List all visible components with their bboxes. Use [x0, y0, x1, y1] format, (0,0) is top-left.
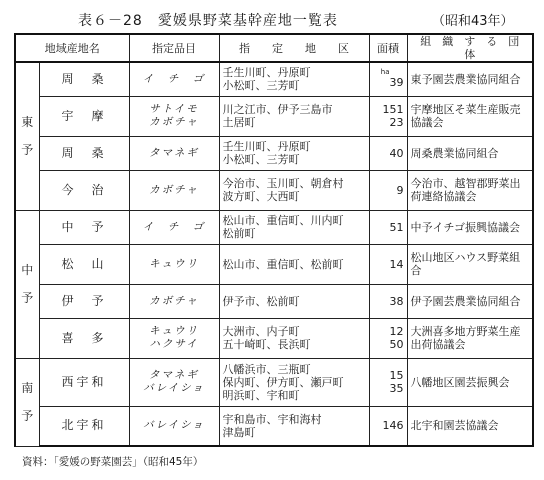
item-cell [129, 318, 219, 358]
org-line: 協議会 [410, 116, 444, 129]
area-cell [369, 62, 407, 96]
org-line: 周桑農業協同組合 [410, 146, 499, 160]
region-district-cell [219, 210, 369, 244]
table-title: 表６－28 愛媛県野菜基幹産地一覧表 [78, 13, 338, 29]
prefecture-cell: 周 桑 [39, 136, 129, 170]
org-line: 東予園芸農業協同組合 [410, 72, 521, 86]
area-value: 38 [389, 294, 404, 308]
table-row [15, 244, 533, 284]
region-char: 中 [21, 263, 34, 277]
org-line: 今治市、越智郡野菜出 [410, 177, 521, 190]
region-char: 予 [21, 143, 34, 158]
item-cell [129, 136, 219, 170]
item-cell [129, 210, 219, 244]
district-line: 宇和島市、宇和海村 [222, 412, 322, 426]
area-value: 50 [389, 338, 404, 351]
prefecture-cell: 西宇和 [39, 358, 129, 406]
area-cell [369, 318, 407, 358]
district-line: 今治市、玉川町、朝倉村 [222, 177, 344, 190]
region-char: 東 [21, 115, 34, 130]
district-line: 保内町、伊方町、瀬戸町 [222, 375, 344, 389]
area-value: 15 [389, 369, 404, 382]
org-cell [407, 96, 533, 136]
table-row [15, 170, 533, 210]
region-district-cell [219, 284, 369, 318]
item-line: バレイショ [143, 382, 205, 394]
district-line: 小松町、三芳町 [222, 79, 300, 93]
org-line: 北宇和園芸協議会 [410, 419, 499, 433]
prefecture-cell: 伊 予 [39, 284, 129, 318]
prefecture-cell: 周 桑 [39, 62, 129, 96]
header-item: 指定品目 [129, 34, 219, 62]
region-cell [15, 210, 39, 358]
region-district-cell [219, 406, 369, 446]
region-char: 予 [21, 291, 34, 305]
unit-label: ha [380, 68, 390, 77]
header-row [15, 34, 533, 62]
region-district-cell [219, 62, 369, 96]
org-line: 八幡地区園芸振興会 [410, 375, 510, 389]
area-value: 12 [389, 325, 404, 338]
item-cell [129, 406, 219, 446]
area-value: 23 [389, 116, 404, 129]
region-district-cell [219, 136, 369, 170]
table-row [15, 406, 533, 446]
district-line: 松前町 [222, 227, 256, 240]
item-line: カボチャ [149, 294, 199, 307]
region-district-cell [219, 170, 369, 210]
region-district-cell [219, 96, 369, 136]
item-line: ハクサイ [149, 338, 199, 350]
item-line: キュウリ [149, 325, 199, 337]
district-line: 松山市、重信町、松前町 [222, 257, 344, 271]
district-line: 川之江市、伊予三島市 [222, 103, 333, 116]
item-line: タマネギ [149, 146, 199, 159]
item-line: キュウリ [149, 257, 199, 270]
prefecture-cell: 松 山 [39, 244, 129, 284]
area-cell [369, 96, 407, 136]
item-line: イ チ ゴ [142, 220, 206, 233]
district-line: 八幡浜市、三瓶町 [222, 362, 311, 376]
prefecture-cell: 喜 多 [39, 318, 129, 358]
org-line: 出荷協議会 [410, 338, 466, 351]
table-row [15, 318, 533, 358]
org-cell [407, 210, 533, 244]
org-cell [407, 244, 533, 284]
org-cell [407, 284, 533, 318]
region-district-cell [219, 358, 369, 406]
item-cell [129, 96, 219, 136]
district-line: 壬生川町、丹原町 [222, 66, 311, 80]
area-value: 9 [396, 183, 404, 197]
org-line: 伊予園芸農業協同組合 [410, 294, 521, 308]
org-line: 荷連絡協議会 [410, 190, 477, 203]
area-value: 39 [389, 76, 404, 90]
area-value: 35 [389, 382, 404, 395]
org-line: 松山地区ハウス野菜組 [410, 251, 521, 264]
source-note: 資料：「愛媛の野菜園芸」（昭和45年） [22, 456, 204, 468]
header-region: 指 定 地 区 [219, 34, 369, 62]
org-cell [407, 62, 533, 96]
area-cell [369, 136, 407, 170]
org-line: 大洲喜多地方野菜生産 [410, 325, 521, 338]
district-line: 小松町、三芳町 [222, 153, 300, 166]
org-cell [407, 406, 533, 446]
table-row [15, 96, 533, 136]
area-cell [369, 244, 407, 284]
item-line: イ チ ゴ [142, 72, 206, 85]
district-line: 津島町 [222, 425, 256, 439]
org-line: 合 [410, 264, 422, 277]
district-line: 明浜町、宇和町 [222, 388, 300, 402]
table-row [15, 210, 533, 244]
district-line: 伊予市、松前町 [222, 294, 300, 308]
region-cell [15, 358, 39, 446]
area-value: 51 [389, 220, 404, 234]
region-char: 南 [21, 381, 34, 395]
org-cell [407, 136, 533, 170]
area-cell [369, 170, 407, 210]
org-line: 中予イチゴ振興協議会 [410, 220, 521, 234]
header-org: 組 織 す る 団 体 [407, 34, 533, 62]
region-district-cell [219, 244, 369, 284]
item-line: タマネギ [149, 369, 199, 381]
area-cell [369, 406, 407, 446]
district-line: 五十崎町、長浜町 [222, 338, 311, 351]
area-value: 40 [389, 146, 404, 160]
prefecture-cell: 北宇和 [39, 406, 129, 446]
area-cell [369, 358, 407, 406]
item-cell [129, 170, 219, 210]
item-line: バレイショ [143, 419, 205, 432]
table-row [15, 284, 533, 318]
item-cell [129, 284, 219, 318]
district-line: 壬生川町、丹原町 [222, 140, 311, 153]
region-district-cell [219, 318, 369, 358]
header-area-size: 面積 [369, 34, 407, 62]
vegetable-production-table [14, 33, 534, 447]
region-cell [15, 62, 39, 210]
prefecture-cell: 宇 摩 [39, 96, 129, 136]
region-char: 予 [21, 409, 34, 423]
org-cell [407, 170, 533, 210]
item-cell [129, 358, 219, 406]
area-value: 151 [382, 103, 404, 116]
area-value: 14 [389, 257, 404, 271]
org-cell [407, 358, 533, 406]
item-line: サトイモ [149, 103, 199, 115]
org-cell [407, 318, 533, 358]
table-row [15, 136, 533, 170]
table-period: （昭和43年） [432, 14, 514, 29]
item-line: カボチャ [149, 116, 199, 128]
table-row [15, 358, 533, 406]
district-line: 波方町、大西町 [222, 190, 300, 203]
area-value: 146 [382, 419, 404, 433]
district-line: 大洲市、内子町 [222, 325, 300, 338]
item-cell [129, 62, 219, 96]
district-line: 土居町 [222, 116, 256, 129]
item-line: カボチャ [149, 183, 199, 196]
area-cell [369, 210, 407, 244]
area-cell [369, 284, 407, 318]
table-row [15, 62, 533, 96]
prefecture-cell: 今 治 [39, 170, 129, 210]
prefecture-cell: 中 予 [39, 210, 129, 244]
org-line: 宇摩地区そ菜生産販売 [410, 103, 521, 116]
district-line: 松山市、重信町、川内町 [222, 214, 344, 227]
item-cell [129, 244, 219, 284]
header-area: 地域産地名 [15, 34, 129, 62]
